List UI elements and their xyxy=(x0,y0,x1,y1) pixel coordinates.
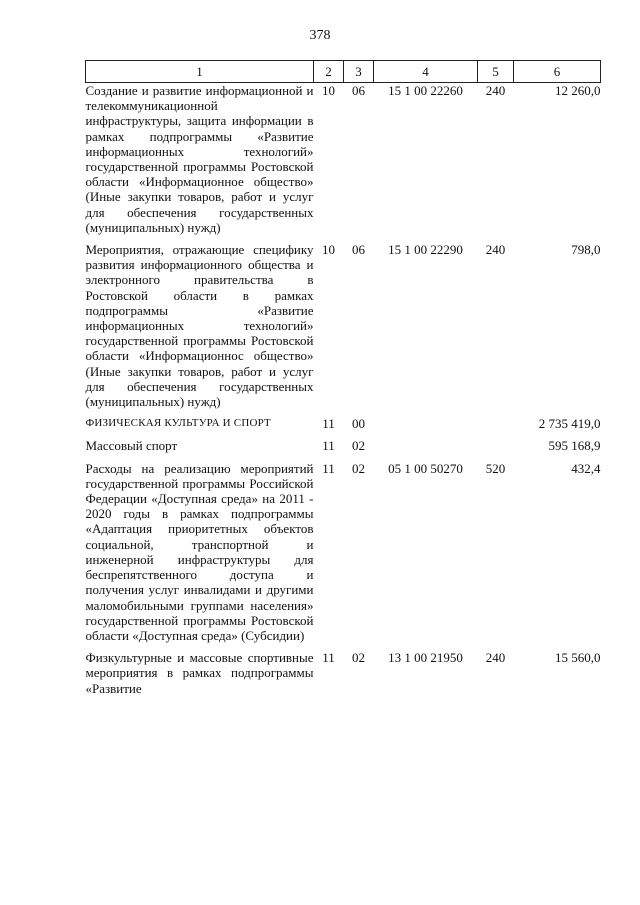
row-expense-type: 240 xyxy=(485,83,506,98)
row-description: Расходы на реализацию мероприятий государственной программы Российской Федерации «Доступная среда» на 2011 - 2020 годы в рамках подпрограммы «Адаптация приоритетных объектов социальной, транспортной и инженерной инфраструктуры для беспрепятственного доступа и получения услуг инвалидами и другими маломобильными группами населения» государственной программы Ростовской области «Доступная среда» (Субсидии) xyxy=(85,460,314,643)
table-row xyxy=(86,242,601,416)
row-section: 11 xyxy=(322,650,335,666)
row-subsection: 02 xyxy=(352,460,365,476)
table-row xyxy=(86,461,601,650)
row-description: Массовый спорт xyxy=(85,438,178,454)
header-col-3: 3 xyxy=(344,61,374,83)
row-amount: 798,0 xyxy=(571,242,601,258)
row-amount: 432,4 xyxy=(571,460,601,476)
row-target-code: 15 1 00 22290 xyxy=(388,242,463,258)
table-row xyxy=(86,650,601,703)
row-subsection: 02 xyxy=(352,650,365,666)
row-section: 11 xyxy=(322,460,335,476)
row-amount: 12 260,0 xyxy=(555,83,601,98)
row-target-code xyxy=(374,416,478,438)
row-expense-type: 240 xyxy=(485,242,506,258)
row-expense-type: 520 xyxy=(485,460,506,476)
row-description: Физкультурные и массовые спортивные мероприятия в рамках подпрограммы «Развитие xyxy=(85,650,314,696)
row-expense-type xyxy=(478,438,514,460)
row-target-code: 05 1 00 50270 xyxy=(388,460,463,476)
row-description: Создание и развитие информационной и телекоммуникационной инфраструктуры, защита информации в рамках подпрограммы «Развитие информационных технологий» государственной программы Ростовской области «Информационное общество» (Иные закупки товаров, работ и услуг для обеспечения государственных (муниципальных) нужд) xyxy=(85,83,314,235)
row-expense-type xyxy=(478,416,514,438)
header-col-5: 5 xyxy=(478,61,514,83)
header-col-4: 4 xyxy=(374,61,478,83)
row-subsection: 00 xyxy=(352,416,365,432)
table-row xyxy=(86,83,601,243)
row-section: 10 xyxy=(322,83,335,98)
budget-table xyxy=(85,60,601,703)
header-col-1: 1 xyxy=(86,61,314,83)
row-target-code xyxy=(374,438,478,460)
row-description: ФИЗИЧЕСКАЯ КУЛЬТУРА И СПОРТ xyxy=(85,417,271,430)
page-number: 378 xyxy=(309,28,331,43)
header-col-6: 6 xyxy=(514,61,601,83)
row-amount: 595 168,9 xyxy=(548,438,601,454)
table-row xyxy=(86,416,601,438)
row-subsection: 02 xyxy=(352,438,365,454)
header-col-2: 2 xyxy=(314,61,344,83)
table-row xyxy=(86,438,601,460)
row-section: 11 xyxy=(322,438,335,454)
row-section: 10 xyxy=(322,242,335,258)
row-target-code: 15 1 00 22260 xyxy=(388,83,463,98)
row-section: 11 xyxy=(322,416,335,432)
row-target-code: 13 1 00 21950 xyxy=(388,650,463,666)
row-description: Мероприятия, отражающие специфику развития информационного общества и электронного правительства в Ростовской области в рамках подпрограммы «Развитие информационных технологий» государственной программы Ростовской области «Информационнос общество» (Иные закупки товаров, работ и услуг для обеспечения государственных (муниципальных) нужд) xyxy=(85,242,314,410)
header-row xyxy=(86,61,601,83)
row-amount: 15 560,0 xyxy=(555,650,601,666)
row-expense-type: 240 xyxy=(485,650,506,666)
row-subsection: 06 xyxy=(352,83,365,98)
row-subsection: 06 xyxy=(352,242,365,258)
row-amount: 2 735 419,0 xyxy=(538,416,601,432)
